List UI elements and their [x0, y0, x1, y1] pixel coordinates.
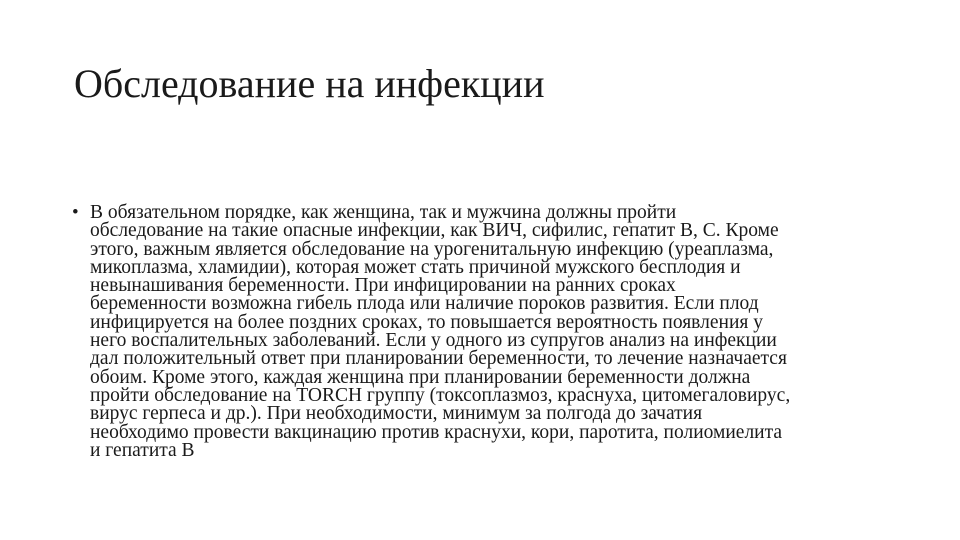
bullet-line: этого, важным является обследование на урогенитальную инфекцию (уреаплазма, [90, 238, 774, 260]
bullet-line: беременности возможна гибель плода или наличие пороков развития. Если плод [90, 293, 759, 315]
bullet-line: вирус герпеса и др.). При необходимости, минимум за полгода до зачатия [90, 403, 703, 425]
bullet-line: инфицируется на более поздних сроках, то повышается вероятность появления у [90, 311, 763, 333]
bullet-line: обследование на такие опасные инфекции, как ВИЧ, сифилис, гепатит В, С. Кроме [90, 220, 779, 242]
bullet-line: В обязательном порядке, как женщина, так и мужчина должны пройти [90, 202, 677, 223]
slide-title: Обследование на инфекции [74, 61, 545, 106]
bullet-line: необходимо провести вакцинацию против краснухи, кори, паротита, полиомиелита [90, 421, 783, 443]
bullet-icon: • [72, 202, 79, 223]
bullet-line: дал положительный ответ при планировании беременности, то лечение назначается [90, 348, 787, 370]
bullet-line: него воспалительных заболеваний. Если у одного из супругов анализ на инфекции [90, 330, 777, 352]
bullet-item [72, 204, 892, 460]
bullet-line: микоплазма, хламидии), которая может стать причиной мужского бесплодия и [90, 256, 741, 278]
bullet-line: и гепатита В [90, 439, 195, 461]
bullet-line: обоим. Кроме этого, каждая женщина при планировании беременности должна [90, 366, 751, 388]
slide-content [72, 204, 892, 460]
bullet-line: невынашивания беременности. При инфицировании на ранних сроках [90, 275, 676, 297]
bullet-line: пройти обследование на TORCH группу (токсоплазмоз, краснуха, цитомегаловирус, [90, 384, 791, 406]
bullet-text [90, 204, 890, 460]
